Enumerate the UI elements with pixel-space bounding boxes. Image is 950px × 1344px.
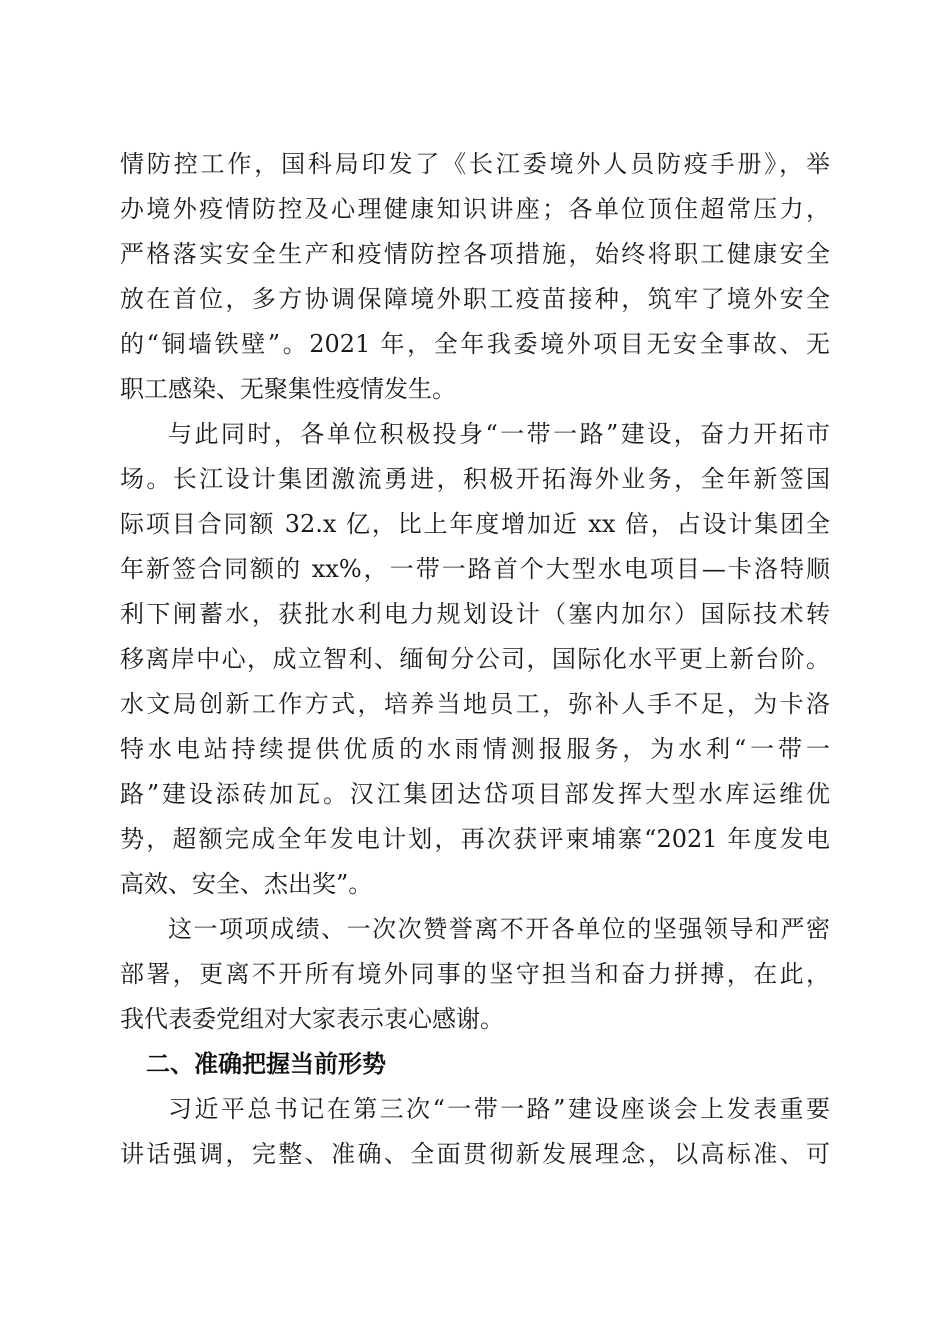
text-line: 我代表委党组对大家表示衷心感谢。	[120, 1005, 504, 1033]
text-line: 特水电站持续提供优质的水雨情测报服务，为水利“一带一	[120, 735, 830, 763]
text-line: 情防控工作，国科局印发了《长江委境外人员防疫手册》，举	[120, 150, 830, 178]
text-line: 职工感染、无聚集性疫情发生。	[120, 375, 456, 403]
text-line: 水文局创新工作方式，培养当地员工，弥补人手不足，为卡洛	[120, 690, 830, 718]
text-line: 的“铜墙铁壁”。2021 年，全年我委境外项目无安全事故、无	[120, 330, 830, 358]
text-line: 年新签合同额的 xx%，一带一路首个大型水电项目—卡洛特顺	[120, 555, 830, 583]
text-line: 放在首位，多方协调保障境外职工疫苗接种，筑牢了境外安全	[120, 285, 830, 313]
text-line: 移离岸中心，成立智利、缅甸分公司，国际化水平更上新台阶。	[120, 645, 830, 673]
text-line: 严格落实安全生产和疫情防控各项措施，始终将职工健康安全	[120, 240, 830, 268]
text-line: 际项目合同额 32.x 亿，比上年度增加近 xx 倍，占设计集团全	[120, 510, 830, 538]
text-line: 场。长江设计集团激流勇进，积极开拓海外业务，全年新签国	[120, 465, 830, 493]
text-line: 讲话强调，完整、准确、全面贯彻新发展理念，以高标准、可	[120, 1140, 830, 1168]
section-heading: 二、准确把握当前形势	[146, 1050, 386, 1078]
text-line: 部署，更离不开所有境外同事的坚守担当和奋力拼搏，在此，	[120, 960, 830, 988]
text-line: 与此同时，各单位积极投身“一带一路”建设，奋力开拓市	[168, 420, 830, 448]
text-line: 势，超额完成全年发电计划，再次获评柬埔寨“2021 年度发电	[120, 825, 830, 853]
text-line: 利下闸蓄水，获批水利电力规划设计（塞内加尔）国际技术转	[120, 600, 830, 628]
text-line: 路”建设添砖加瓦。汉江集团达岱项目部发挥大型水库运维优	[120, 780, 830, 808]
text-line: 习近平总书记在第三次“一带一路”建设座谈会上发表重要	[168, 1095, 830, 1123]
text-line: 办境外疫情防控及心理健康知识讲座；各单位顶住超常压力，	[120, 195, 830, 223]
text-line: 这一项项成绩、一次次赞誉离不开各单位的坚强领导和严密	[168, 915, 830, 943]
text-line: 高效、安全、杰出奖”。	[120, 870, 373, 898]
